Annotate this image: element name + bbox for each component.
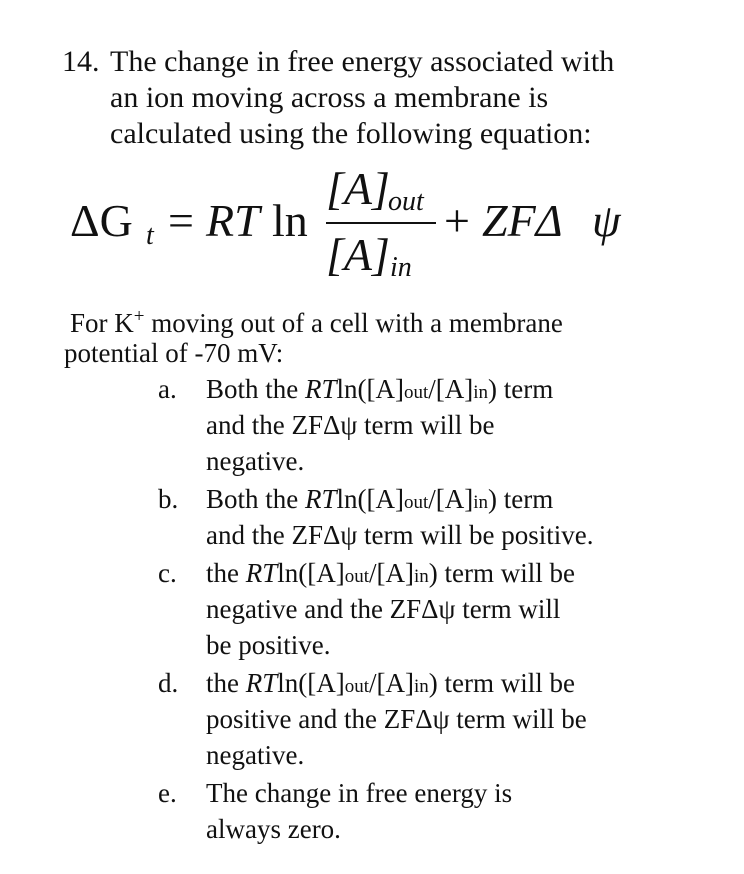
eq-rt: RT	[206, 195, 260, 246]
option-text-line: Both the RTln([A]out/[A]in) term	[206, 484, 554, 514]
option-text-line: and the ZFΔψ term will be	[206, 410, 495, 440]
option-text-line: always zero.	[206, 814, 341, 844]
option-text-line: and the ZFΔψ term will be positive.	[206, 520, 594, 550]
stem-line-1: For K+ moving out of a cell with a membrane	[70, 306, 563, 338]
question-number: 14.	[62, 45, 100, 78]
eq-fraction-bar	[326, 222, 436, 224]
option-text-line: The change in free energy is	[206, 778, 513, 808]
question-text-line-3: calculated using the following equation:	[110, 117, 592, 150]
eq-delta-g: ΔG	[70, 195, 133, 246]
option-text-line: negative.	[206, 446, 305, 476]
eq-subscript-t: t	[146, 220, 154, 251]
eq-ln: ln	[272, 195, 308, 246]
eq-denominator-sub-in: in	[390, 252, 412, 283]
eq-denominator: [A]	[326, 229, 390, 280]
eq-psi: ψ	[592, 195, 621, 246]
option-text-line: negative.	[206, 740, 305, 770]
question-text-line-2: an ion moving across a membrane is	[110, 81, 549, 114]
option-letter: e.	[158, 778, 177, 808]
option-text-line: Both the RTln([A]out/[A]in) term	[206, 374, 554, 404]
eq-plus: +	[444, 195, 470, 246]
option-letter: c.	[158, 558, 177, 588]
option-letter: d.	[158, 668, 179, 698]
question-text-line-1: The change in free energy associated with	[110, 45, 615, 78]
option-text-line: negative and the ZFΔψ term will	[206, 594, 561, 624]
stem-line-2: potential of -70 mV:	[64, 338, 284, 368]
eq-equals: =	[168, 195, 194, 246]
option-text-line: the RTln([A]out/[A]in) term will be	[206, 668, 576, 698]
option-text-line: positive and the ZFΔψ term will be	[206, 704, 587, 734]
option-text-line: be positive.	[206, 630, 331, 660]
option-letter: b.	[158, 484, 179, 514]
option-text-line: the RTln([A]out/[A]in) term will be	[206, 558, 576, 588]
eq-zf-delta: ZFΔ	[482, 195, 563, 246]
eq-numerator-sub-out: out	[388, 186, 424, 217]
eq-numerator: [A]	[326, 163, 390, 214]
option-letter: a.	[158, 374, 177, 404]
